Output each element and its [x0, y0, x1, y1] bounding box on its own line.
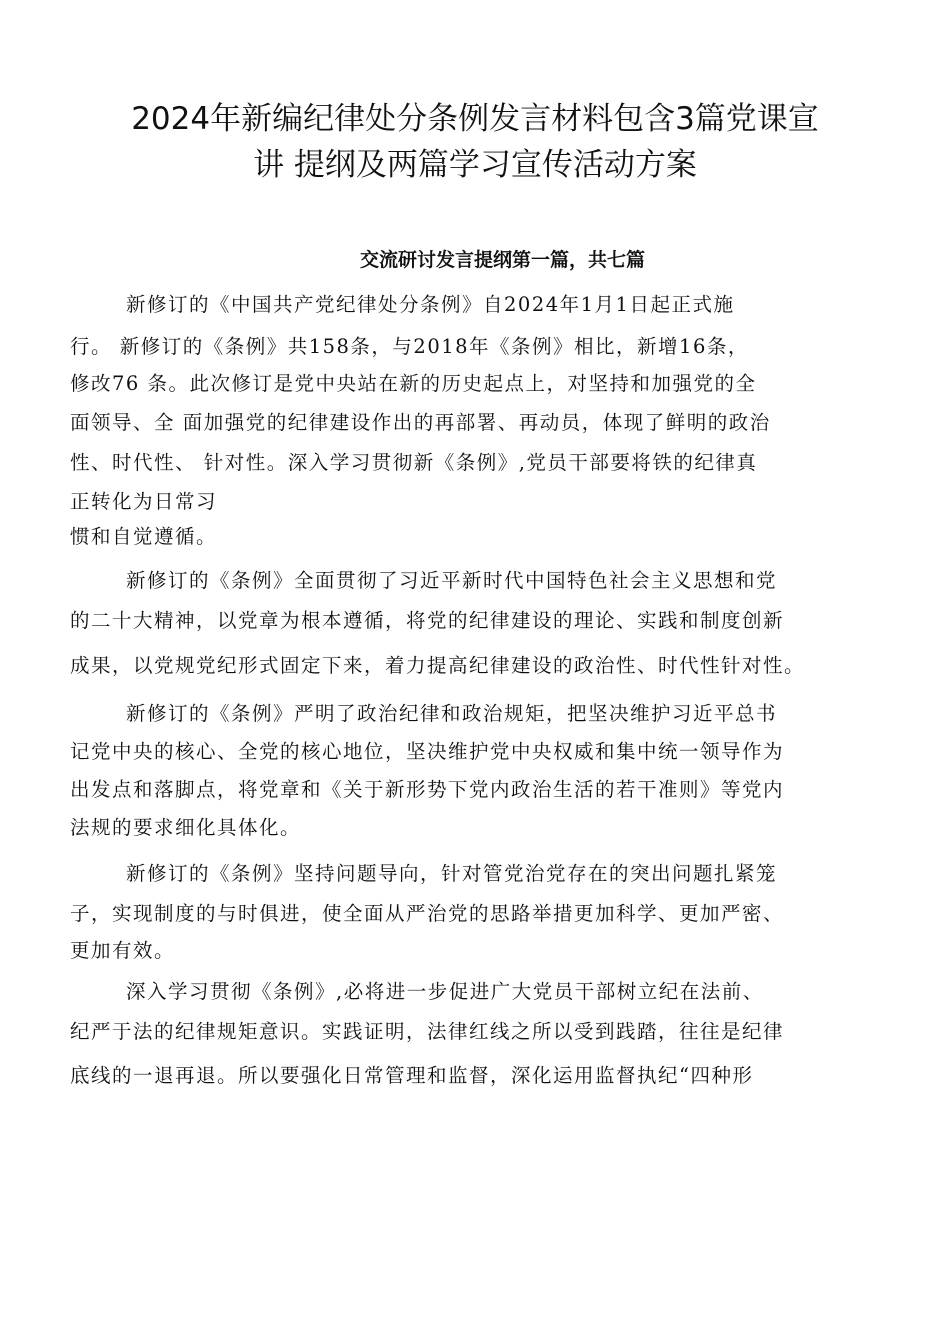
paragraph-line: 新修订的《中国共产党纪律处分条例》自2024年1月1日起正式施 — [126, 293, 735, 316]
paragraph-line: 新修订的《条例》严明了政治纪律和政治规矩，把坚决维护习近平总书 — [126, 702, 778, 725]
paragraph-line: 的二十大精神，以党章为根本遵循，将党的纪律建设的理论、实践和制度创新 — [70, 609, 785, 632]
title-line-1: 2024年新编纪律处分条例发言材料包含3篇党课宣 — [131, 101, 819, 137]
paragraph-line: 法规的要求细化具体化。 — [70, 816, 302, 839]
paragraph-line: 出发点和落脚点，将党章和《关于新形势下党内政治生活的若干准则》等党内 — [70, 778, 785, 801]
paragraph-line: 行。 新修订的《条例》共158条，与2018年《条例》相比，新增16条， — [70, 335, 749, 358]
section-heading: 交流研讨发言提纲第一篇，共七篇 — [359, 249, 645, 271]
paragraph-line: 修改76 条。此次修订是党中央站在新的历史起点上，对坚持和加强党的全 — [70, 372, 757, 395]
paragraph-line: 正转化为日常习 — [70, 490, 218, 513]
paragraph-line: 惯和自觉遵循。 — [70, 525, 218, 548]
paragraph-line: 性、时代性、 针对性。深入学习贯彻新《条例》,党员干部要将铁的纪律真 — [70, 451, 758, 474]
paragraph-line: 深入学习贯彻《条例》,必将进一步促进广大党员干部树立纪在法前、 — [126, 980, 764, 1003]
paragraph-line: 子，实现制度的与时俱进，使全面从严治党的思路举措更加科学、更加严密、 — [70, 902, 785, 925]
paragraph-line: 记党中央的核心、全党的核心地位，坚决维护党中央权威和集中统一领导作为 — [70, 740, 785, 763]
paragraph-line: 纪严于法的纪律规矩意识。实践证明，法律红线之所以受到践踏，往往是纪律 — [70, 1020, 785, 1043]
paragraph-line: 底线的一退再退。所以要强化日常管理和监督，深化运用监督执纪“四种形 — [70, 1064, 754, 1087]
paragraph-line: 更加有效。 — [70, 939, 176, 962]
document-title — [60, 96, 890, 188]
paragraph-line: 成果，以党规党纪形式固定下来，着力提高纪律建设的政治性、时代性针对性。 — [70, 654, 806, 677]
paragraph-line: 新修订的《条例》全面贯彻了习近平新时代中国特色社会主义思想和党 — [126, 569, 778, 592]
paragraph-line: 新修订的《条例》坚持问题导向，针对管党治党存在的突出问题扎紧笼 — [126, 862, 778, 885]
title-line-2: 讲 提纲及两篇学习宣传活动方案 — [253, 147, 697, 183]
paragraph-line: 面领导、全 面加强党的纪律建设作出的再部署、再动员，体现了鲜明的政治 — [70, 411, 771, 434]
